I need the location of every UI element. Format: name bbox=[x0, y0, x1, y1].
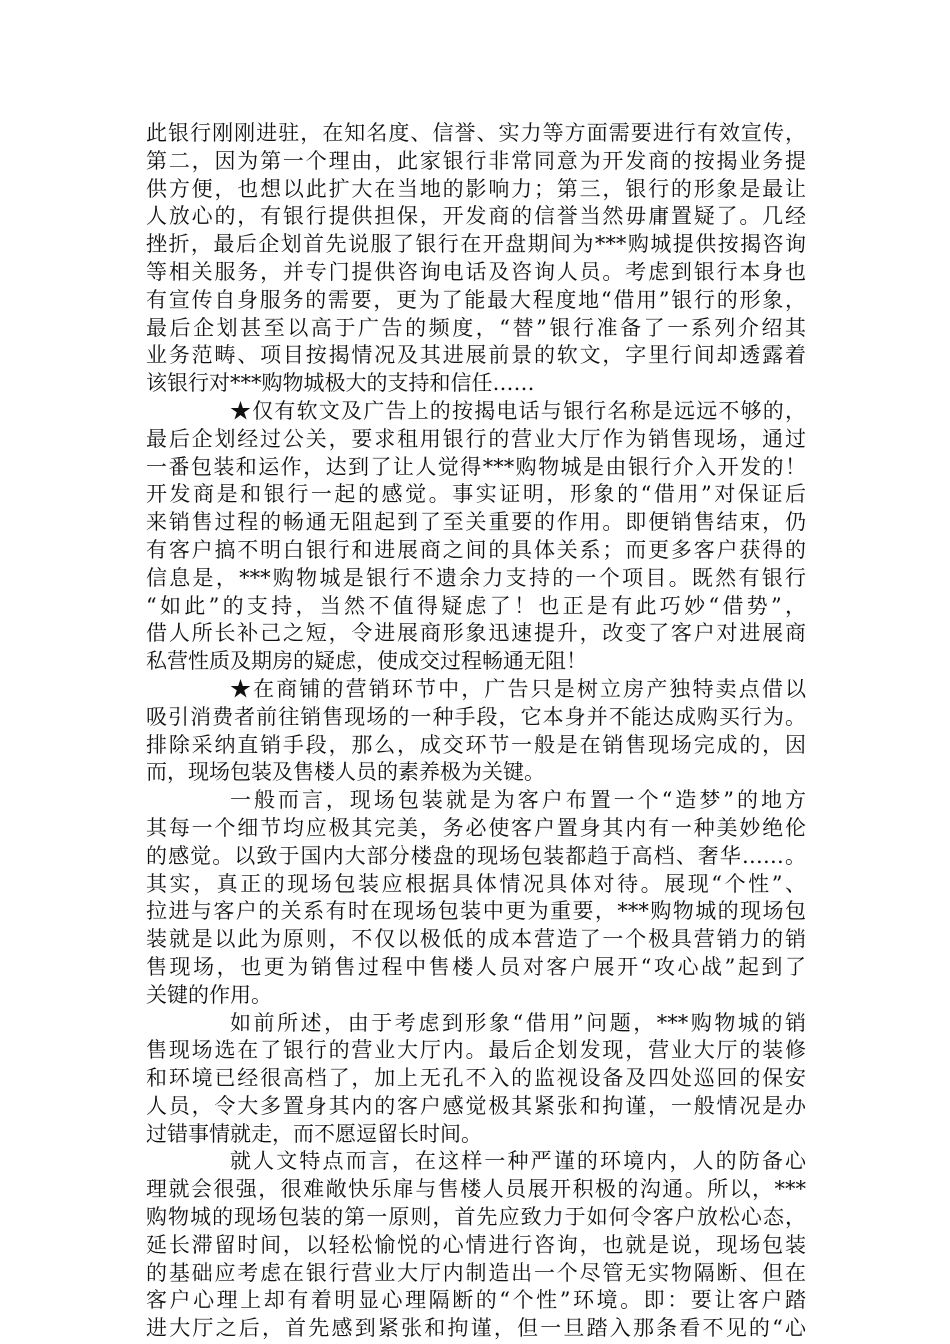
text-line: ★在商铺的营销环节中，广告只是树立房产独特卖点借以 bbox=[230, 676, 806, 701]
text-line: 私营性质及期房的疑虑，使成交过程畅通无阻！ bbox=[146, 649, 587, 674]
text-line: 关键的作用。 bbox=[146, 982, 272, 1007]
text-line: 该银行对***购物城极大的支持和信任…… bbox=[146, 371, 535, 396]
text-line: 拉进与客户的关系有时在现场包装中更为重要，***购物城的现场包 bbox=[146, 899, 806, 924]
text-line: 如前所述，由于考虑到形象“借用”问题，***购物城的销 bbox=[230, 1010, 806, 1035]
text-line: ★仅有软文及广告上的按揭电话与银行名称是远远不够的， bbox=[230, 398, 806, 423]
text-line: 理就会很强，很难敞快乐扉与售楼人员展开积极的沟通。所以，*** bbox=[146, 1177, 806, 1202]
text-line: 供方便，也想以此扩大在当地的影响力；第三，银行的形象是最让 bbox=[146, 176, 806, 201]
text-line: 有宣传自身服务的需要，更为了能最大程度地“借用”银行的形象， bbox=[146, 287, 806, 312]
text-line: 一般而言，现场包装就是为客户布置一个“造梦”的地方 bbox=[230, 788, 806, 813]
text-line: 开发商是和银行一起的感觉。事实证明，形象的“借用”对保证后 bbox=[146, 482, 806, 507]
text-line: 客户心理上却有着明显心理隔断的“个性”环境。即：要让客户踏 bbox=[146, 1288, 806, 1313]
text-line: 的感觉。以致于国内大部分楼盘的现场包装都趋于高档、奢华……。 bbox=[146, 843, 806, 868]
text-line: 其实，真正的现场包装应根据具体情况具体对待。展现“个性”、 bbox=[146, 871, 806, 896]
text-line: 等相关服务，并专门提供咨询电话及咨询人员。考虑到银行本身也 bbox=[146, 259, 806, 284]
text-line: 售现场，也更为销售过程中售楼人员对客户展开“攻心战”起到了 bbox=[146, 954, 806, 979]
text-line: 挫折，最后企划首先说服了银行在开盘期间为***购城提供按揭咨询 bbox=[146, 232, 806, 257]
text-line: 而，现场包装及售楼人员的素养极为关键。 bbox=[146, 760, 545, 785]
text-line: 售现场选在了银行的营业大厅内。最后企划发现，营业大厅的装修 bbox=[146, 1038, 806, 1063]
paragraph bbox=[146, 787, 806, 1009]
text-line: 来销售过程的畅通无阻起到了至关重要的作用。即便销售结束，仍 bbox=[146, 510, 806, 535]
text-line: 最后企划甚至以高于广告的频度，“替”银行准备了一系列介绍其 bbox=[146, 315, 806, 340]
paragraph bbox=[146, 676, 806, 787]
paragraph bbox=[146, 1148, 806, 1343]
text-line: 信息是，***购物城是银行不遗余力支持的一个项目。既然有银行 bbox=[146, 565, 806, 590]
text-line: 延长滞留时间，以轻松愉悦的心情进行咨询，也就是说，现场包装 bbox=[146, 1232, 806, 1257]
text-line: 吸引消费者前往销售现场的一种手段，它本身并不能达成购买行为。 bbox=[146, 704, 806, 729]
text-line: 业务范畴、项目按揭情况及其进展前景的软文，字里行间却透露着 bbox=[146, 343, 806, 368]
text-line: 的基础应考虑在银行营业大厅内制造出一个尽管无实物隔断、但在 bbox=[146, 1260, 806, 1285]
text-line: “如此”的支持，当然不值得疑虑了！也正是有此巧妙“借势”， bbox=[146, 593, 806, 618]
text-line: 进大厅之后，首先感到紧张和拘谨，但一旦踏入那条看不见的“心 bbox=[146, 1316, 806, 1341]
text-line: 第二，因为第一个理由，此家银行非常同意为开发商的按揭业务提 bbox=[146, 148, 806, 173]
paragraph bbox=[146, 120, 806, 398]
text-line: 和环境已经很高档了，加上无孔不入的监视设备及四处巡回的保安 bbox=[146, 1066, 806, 1091]
text-line: 装就是以此为原则，不仅以极低的成本营造了一个极具营销力的销 bbox=[146, 927, 806, 952]
text-line: 有客户搞不明白银行和进展商之间的具体关系；而更多客户获得的 bbox=[146, 537, 806, 562]
text-line: 此银行刚刚进驻，在知名度、信誉、实力等方面需要进行有效宣传， bbox=[146, 121, 806, 145]
text-line: 排除采纳直销手段，那么，成交环节一般是在销售现场完成的，因 bbox=[146, 732, 806, 757]
text-line: 购物城的现场包装的第一原则，首先应致力于如何令客户放松心态， bbox=[146, 1205, 806, 1230]
text-line: 一番包装和运作，达到了让人觉得***购物城是由银行介入开发的！ bbox=[146, 454, 806, 479]
paragraph bbox=[146, 1010, 806, 1149]
text-line: 借人所长补己之短，令进展商形象迅速提升，改变了客户对进展商 bbox=[146, 621, 806, 646]
text-line: 最后企划经过公关，要求租用银行的营业大厅作为销售现场，通过 bbox=[146, 426, 806, 451]
text-line: 其每一个细节均应极其完美，务必使客户置身其内有一种美妙绝伦 bbox=[146, 815, 806, 840]
text-line: 人员，令大多置身其内的客户感觉极其紧张和拘谨，一般情况是办 bbox=[146, 1093, 806, 1118]
text-line: 就人文特点而言，在这样一种严谨的环境内，人的防备心 bbox=[230, 1149, 806, 1174]
text-line: 人放心的，有银行提供担保，开发商的信誉当然毋庸置疑了。几经 bbox=[146, 204, 806, 229]
paragraph bbox=[146, 398, 806, 676]
document-page bbox=[146, 120, 806, 1343]
text-line: 过错事情就走，而不愿逗留长时间。 bbox=[146, 1121, 482, 1146]
